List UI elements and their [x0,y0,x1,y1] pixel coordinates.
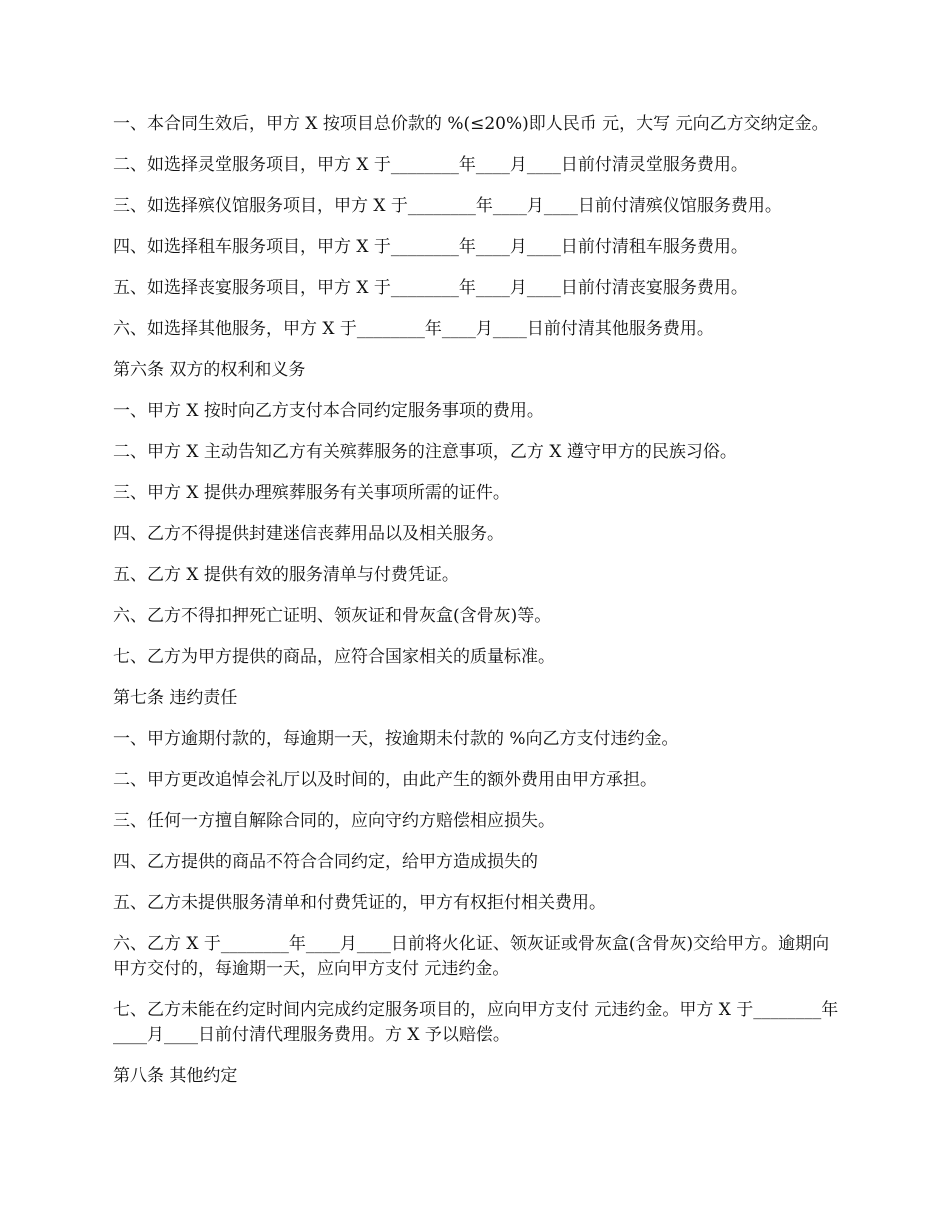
section-heading: 第六条 双方的权利和义务 [113,360,306,380]
clause-paragraph: 七、乙方为甲方提供的商品，应符合国家相关的质量标准。 [113,647,555,667]
clause-paragraph: 四、乙方提供的商品不符合合同约定，给甲方造成损失的 [113,852,538,872]
clause-paragraph: 四、乙方不得提供封建迷信丧葬用品以及相关服务。 [113,524,504,544]
clause-paragraph: 五、如选择丧宴服务项目，甲方 X 于________年____月____日前付清丧宴服务费用。 [113,278,748,298]
clause-paragraph: 二、甲方更改追悼会礼厅以及时间的，由此产生的额外费用由甲方承担。 [113,770,657,790]
clause-paragraph: 五、乙方 X 提供有效的服务清单与付费凭证。 [113,565,459,585]
clause-paragraph: 六、乙方不得扣押死亡证明、领灰证和骨灰盒(含骨灰)等。 [113,606,552,626]
document-body [113,112,843,1105]
clause-paragraph: 六、乙方 X 于________年____月____日前将火化证、领灰证或骨灰盒(含骨灰)交给甲方。逾期向甲方交付的，每逾期一天，应向甲方支付 元违约金。 [113,934,830,979]
clause-paragraph: 二、如选择灵堂服务项目，甲方 X 于________年____月____日前付清灵堂服务费用。 [113,155,748,175]
clause-paragraph: 一、本合同生效后，甲方 X 按项目总价款的 %(≤20%)即人民币 元，大写 元向乙方交纳定金。 [113,114,829,134]
clause-paragraph: 三、如选择殡仪馆服务项目，甲方 X 于________年____月____日前付清殡仪馆服务费用。 [113,196,782,216]
clause-paragraph: 六、如选择其他服务，甲方 X 于________年____月____日前付清其他服务费用。 [113,319,714,339]
clause-paragraph: 三、甲方 X 提供办理殡葬服务有关事项所需的证件。 [113,483,510,503]
clause-paragraph: 四、如选择租车服务项目，甲方 X 于________年____月____日前付清租车服务费用。 [113,237,748,257]
clause-paragraph: 五、乙方未提供服务清单和付费凭证的，甲方有权拒付相关费用。 [113,893,606,913]
clause-paragraph: 七、乙方未能在约定时间内完成约定服务项目的，应向甲方支付 元违约金。甲方 X 于________年____月____日前付清代理服务费用。方 X 予以赔偿。 [113,1000,839,1045]
clause-paragraph: 二、甲方 X 主动告知乙方有关殡葬服务的注意事项，乙方 X 遵守甲方的民族习俗。 [113,442,737,462]
section-heading: 第七条 违约责任 [113,688,238,708]
section-heading: 第八条 其他约定 [113,1066,238,1086]
clause-paragraph: 三、任何一方擅自解除合同的，应向守约方赔偿相应损失。 [113,811,555,831]
clause-paragraph: 一、甲方逾期付款的，每逾期一天，按逾期未付款的 %向乙方支付违约金。 [113,729,679,749]
clause-paragraph: 一、甲方 X 按时向乙方支付本合同约定服务事项的费用。 [113,401,544,421]
